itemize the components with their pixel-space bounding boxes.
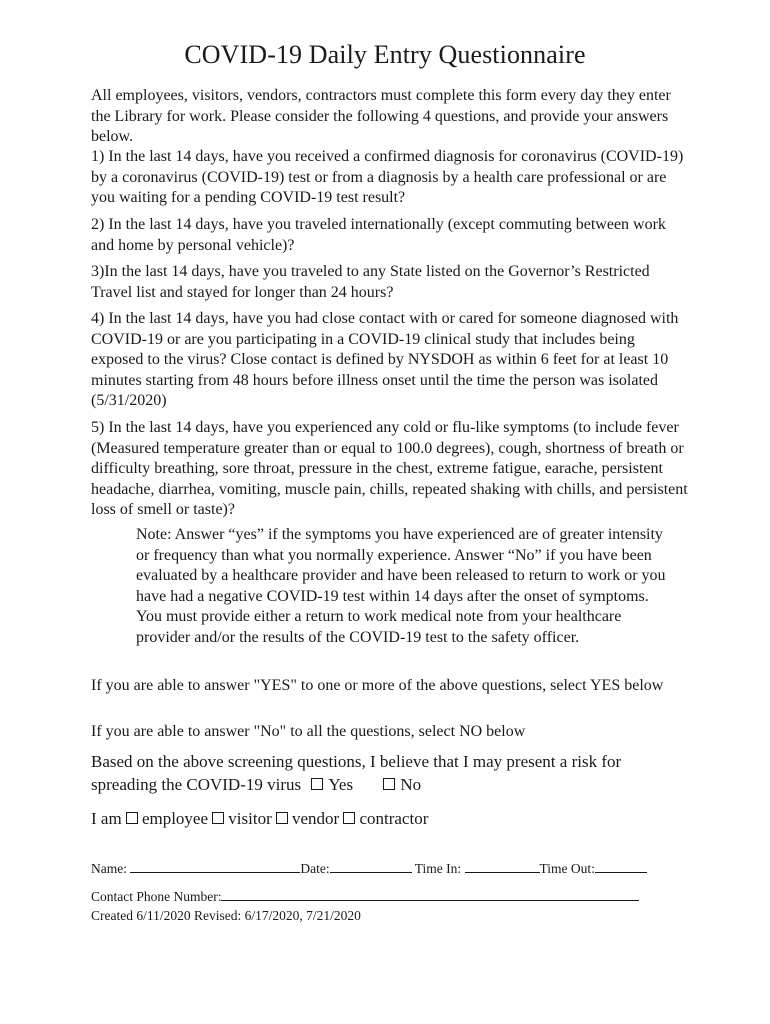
name-field[interactable] bbox=[130, 860, 300, 873]
question-1: 1) In the last 14 days, have you received a confirmed diagnosis for coronavirus (COVID-19) by a coronavirus (COVID-19) test or from a diagnosis by a health care professional or are you waiting for a pending COVID-19 test result? bbox=[91, 148, 684, 206]
instruction-yes: If you are able to answer "YES" to one or more of the above questions, select YES below bbox=[91, 677, 664, 694]
page-title: COVID-19 Daily Entry Questionnaire bbox=[184, 40, 586, 69]
name-label: Name: bbox=[91, 861, 127, 876]
question-3: 3)In the last 14 days, have you traveled to any State listed on the Governor’s Restricted Travel list and stayed for longer than 24 hours? bbox=[91, 263, 650, 301]
role-selection bbox=[91, 808, 428, 830]
screening-question-line1: Based on the above screening questions, I believe that I may present a risk for bbox=[91, 752, 622, 771]
yes-checkbox[interactable] bbox=[311, 778, 323, 790]
screening-question-text: spreading the COVID-19 virus bbox=[91, 775, 302, 794]
screening-question-line2 bbox=[91, 774, 421, 796]
time-in-label: Time In: bbox=[414, 861, 462, 876]
visit-details-row bbox=[91, 860, 647, 877]
employee-label: employee bbox=[141, 809, 209, 828]
employee-checkbox[interactable] bbox=[126, 812, 138, 824]
contractor-label: contractor bbox=[359, 809, 429, 828]
visitor-checkbox[interactable] bbox=[212, 812, 224, 824]
no-label: No bbox=[400, 775, 422, 794]
time-in-field[interactable] bbox=[465, 860, 540, 873]
revision-footer: Created 6/11/2020 Revised: 6/17/2020, 7/21/2020 bbox=[91, 908, 361, 923]
phone-field[interactable] bbox=[221, 888, 639, 901]
question-4: 4) In the last 14 days, have you had close contact with or cared for someone diagnosed with COVID-19 or are you participating in a COVID-19 clinical study that includes being exposed to the virus? Close contact is defined by NYSDOH as within 6 feet for at least 10 minutes starting from 48 hours before illness onset until the time the person was isolated (5/31/2020) bbox=[91, 310, 679, 409]
phone-label: Contact Phone Number: bbox=[91, 889, 222, 904]
no-checkbox[interactable] bbox=[383, 778, 395, 790]
no-option[interactable] bbox=[383, 775, 421, 794]
symptom-note: Note: Answer “yes” if the symptoms you have experienced are of greater intensity or frequency than what you normally experience. Answer “No” if you have been evaluated by a healthcare provider and have been released to return to work or you have had a negative COVID-19 test within 14 days after the onset of symptoms. You must provide either a return to work medical note from your healthcare provider and/or the results of the COVID-19 test to the safety officer. bbox=[136, 526, 666, 646]
yes-option[interactable] bbox=[311, 775, 353, 794]
contractor-checkbox[interactable] bbox=[343, 812, 355, 824]
instruction-no: If you are able to answer "No" to all the questions, select NO below bbox=[91, 723, 526, 740]
contractor-option[interactable] bbox=[343, 809, 428, 828]
vendor-label: vendor bbox=[291, 809, 340, 828]
yes-label: Yes bbox=[328, 775, 354, 794]
role-prefix: I am bbox=[91, 809, 122, 828]
time-out-field[interactable] bbox=[595, 860, 647, 873]
date-label: Date: bbox=[300, 861, 330, 876]
visitor-label: visitor bbox=[228, 809, 272, 828]
employee-option[interactable] bbox=[126, 809, 208, 828]
question-5: 5) In the last 14 days, have you experienced any cold or flu-like symptoms (to include fever (Measured temperature greater than or equal to 100.0 degrees), cough, shortness of breath or difficulty breathing, sore throat, pressure in the chest, extreme fatigue, earache, persistent headache, diarrhea, vomiting, muscle pain, chills, repeated shaking with chills, and persistent loss of smell or taste)? bbox=[91, 419, 688, 518]
phone-row bbox=[91, 888, 639, 905]
vendor-checkbox[interactable] bbox=[276, 812, 288, 824]
vendor-option[interactable] bbox=[276, 809, 339, 828]
visitor-option[interactable] bbox=[212, 809, 271, 828]
question-2: 2) In the last 14 days, have you traveled internationally (except commuting between work and home by personal vehicle)? bbox=[91, 216, 666, 254]
intro-text: All employees, visitors, vendors, contractors must complete this form every day they enter the Library for work. Please consider the following 4 questions, and provide your answers below. bbox=[91, 87, 671, 145]
date-field[interactable] bbox=[330, 860, 412, 873]
time-out-label: Time Out: bbox=[539, 861, 595, 876]
